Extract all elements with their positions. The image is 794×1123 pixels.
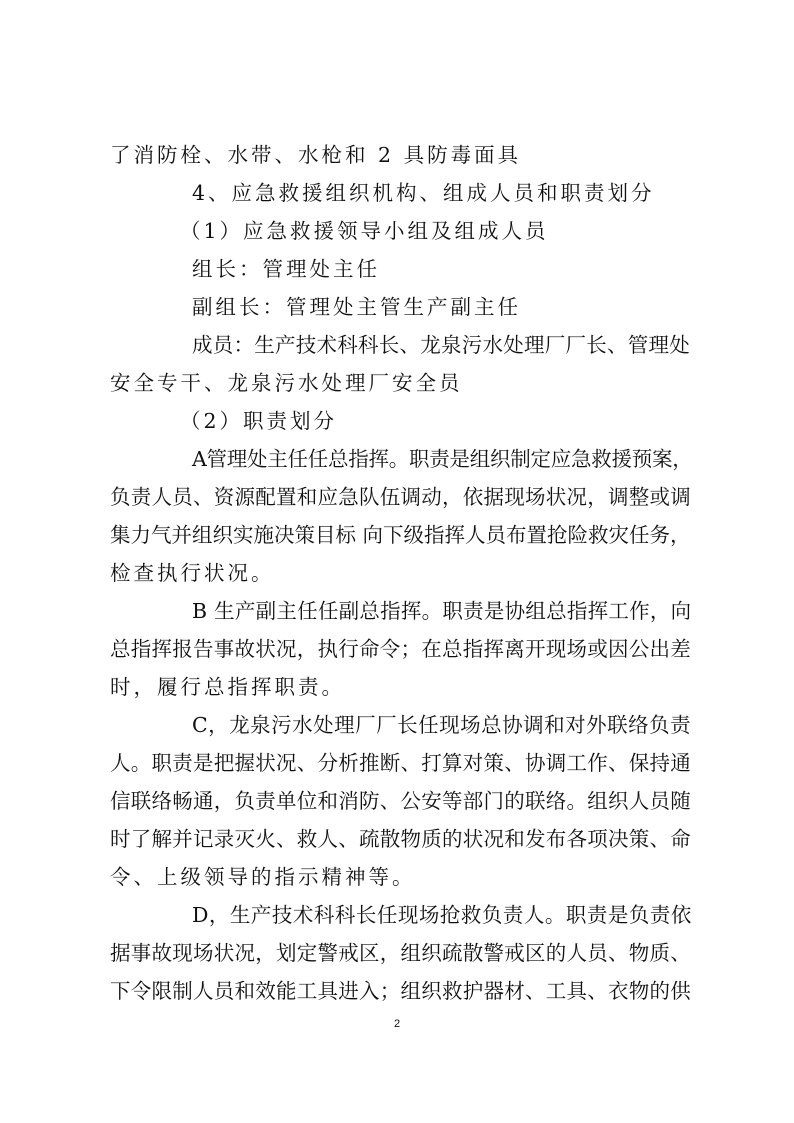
text-line: 副组长：管理处主管生产副主任 [192, 295, 521, 319]
text-line: 集力气并组织实施决策目标 向下级指挥人员布置抢险救灾任务， [110, 523, 691, 547]
page-number: 2 [393, 1018, 401, 1030]
text-line: A管理处主任任总指挥。职责是组织制定应急救援预案， [192, 447, 693, 471]
text-line: 下令限制人员和效能工具进入；组织救护器材、工具、衣物的供 [110, 979, 691, 1003]
text-line: 时，履行总指挥职责。 [110, 675, 345, 699]
text-line: D，生产技术科科长任现场抢救负责人。职责是负责依 [192, 903, 692, 927]
text-line: C，龙泉污水处理厂厂长任现场总协调和对外联络负责 [192, 713, 692, 737]
subsection-heading: （1）应急救援领导小组及组成人员 [180, 219, 549, 243]
text-line: 令、上级领导的指示精神等。 [110, 865, 416, 889]
text-line: 成员：生产技术科科长、龙泉污水处理厂厂长、管理处 [192, 333, 690, 357]
text-line: 负责人员、资源配置和应急队伍调动，依据现场状况，调整或调 [110, 485, 691, 509]
text-line: 时了解并记录灭火、救人、疏散物质的状况和发布各项决策、命 [110, 827, 691, 851]
text-line: 信联络畅通，负责单位和消防、公安等部门的联络。组织人员随 [110, 789, 691, 813]
section-heading: 4、应急救援组织机构、组成人员和职责划分 [192, 181, 655, 205]
text-line: B 生产副主任任副总指挥。职责是协组总指挥工作，向 [192, 599, 692, 623]
subsection-heading: （2）职责划分 [180, 409, 338, 433]
text-line: 了消防栓、水带、水枪和 2 具防毒面具 [110, 143, 522, 167]
text-line: 人。职责是把握状况、分析推断、打算对策、协调工作、保持通 [110, 751, 691, 775]
text-line: 安全专干、龙泉污水处理厂安全员 [110, 371, 463, 395]
text-line: 总指挥报告事故状况，执行命令；在总指挥离开现场或因公出差 [110, 637, 691, 661]
text-line: 据事故现场状况，划定警戒区，组织疏散警戒区的人员、物质、 [110, 941, 691, 965]
text-line: 组长：管理处主任 [192, 257, 380, 281]
text-line: 检查执行状况。 [110, 561, 275, 585]
